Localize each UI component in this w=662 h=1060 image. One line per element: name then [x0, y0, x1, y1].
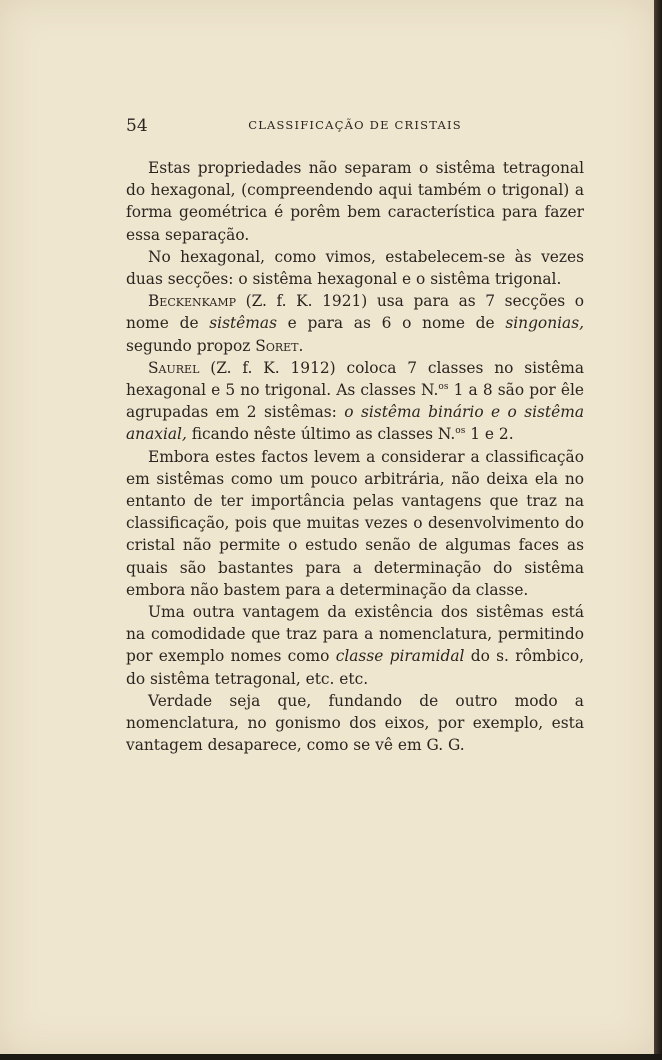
- paragraph-4: [126, 357, 584, 446]
- term-classe-piramidal: classe piramidal: [335, 647, 465, 666]
- term-singonias: singonias,: [505, 314, 584, 333]
- paragraph-4-text-a: (Z. f. K. 1912) coloca 7 classes no sistêma hexagonal e 5 no trigonal. As classes N.: [126, 358, 584, 400]
- author-name-soret: Soret: [255, 336, 299, 355]
- paragraph-5: Embora estes factos levem a considerar a classificação em sistêmas como um pouco arbitrária, não deixa ela no entanto de ter importância pelas vantagens que traz na classificação, pois que muitas vezes o desenvolvimento do cristal não permite o estudo senão de algumas faces as quais são bastantes para a determinação do sistêma embora não bastem para a determinação da classe.: [126, 447, 584, 599]
- paragraph-6-text-b: do s. rômbico, do sistêma tetragonal, etc. etc.: [126, 647, 584, 688]
- paragraph-3-text-d: .: [298, 336, 304, 355]
- paragraph-2: No hexagonal, como vimos, estabelecem-se às vezes duas secções: o sistêma hexagonal e o sistêma trigonal.: [126, 247, 584, 289]
- paragraph-3-text-b: e para as 6 o nome de: [276, 314, 506, 333]
- term-binary-anaxial: o sistêma binário e o sistêma anaxial,: [126, 403, 584, 444]
- paragraph-6: [126, 601, 584, 690]
- term-sistemas: sistêmas: [209, 314, 277, 333]
- page-number: 54: [126, 116, 148, 136]
- paragraph-6-text-a: Uma outra vantagem da existência dos sistêmas está na comodidade que traz para a nomenclatura, permitindo por exemplo nomes como: [126, 603, 584, 666]
- body-text: [126, 157, 584, 756]
- paragraph-3-text-a: (Z. f. K. 1921) usa para as 7 secções o nome de: [126, 292, 584, 333]
- paragraph-1: Estas propriedades não separam o sistêma tetragonal do hexagonal, (compreendendo aqui também o trigonal) a forma geométrica é porêm bem característica para fazer essa separação.: [126, 159, 584, 244]
- book-spine-edge: [654, 0, 662, 1060]
- paragraph-7: Verdade seja que, fundando de outro modo a nomenclatura, no gonismo dos eixos, por exemplo, esta vantagem desaparece, como se vê em G. G.: [126, 691, 584, 755]
- superscript-os-2: os: [455, 426, 466, 437]
- paragraph-4-text-b: 1 a 8 são por êle agrupadas em 2 sistêmas:: [126, 381, 584, 422]
- running-title: CLASSIFICAÇÃO DE CRISTAIS: [248, 118, 462, 132]
- running-head: [126, 116, 584, 138]
- paragraph-3-text-c: segundo propoz: [126, 336, 256, 355]
- author-name-saurel: Saurel: [148, 358, 200, 377]
- page-bottom-edge: [0, 1054, 662, 1060]
- paragraph-4-text-c: ficando nêste último as classes N.: [186, 425, 456, 444]
- superscript-os-1: os: [438, 381, 449, 392]
- paragraph-4-text-d: 1 e 2.: [465, 425, 514, 444]
- author-name-beckenkamp: Beckenkamp: [148, 292, 237, 311]
- paragraph-3: [126, 290, 584, 357]
